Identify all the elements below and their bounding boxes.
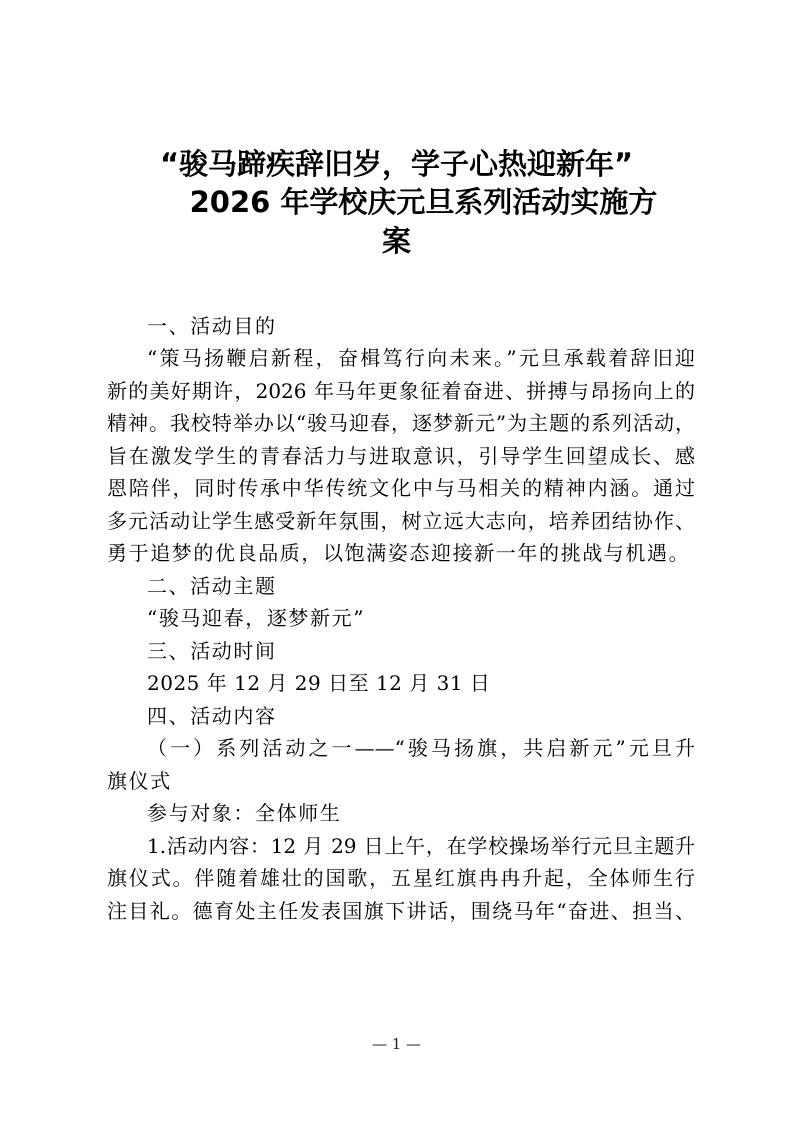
title-line-1: “骏马蹄疾辞旧岁，学子心热迎新年” bbox=[159, 147, 634, 181]
theme-text: “骏马迎春，逐梦新元” bbox=[147, 606, 366, 630]
paragraph-line: 勇于追梦的优良品质，以饱满姿态迎接新一年的挑战与机遇。 bbox=[107, 541, 691, 565]
paragraph-line: 注目礼。德育处主任发表国旗下讲话，围绕马年“奋进、担当、 bbox=[107, 899, 695, 923]
paragraph-line: 恩陪伴，同时传承中华传统文化中与马相关的精神内涵。通过 bbox=[107, 476, 695, 500]
title-line-3: 案 bbox=[381, 224, 411, 258]
time-text: 2025 年 12 月 29 日至 12 月 31 日 bbox=[147, 671, 491, 695]
paragraph-line: 1.活动内容：12 月 29 日上午，在学校操场举行元旦主题升 bbox=[147, 834, 695, 858]
paragraph-line: 精神。我校特举办以“骏马迎春，逐梦新元”为主题的系列活动， bbox=[107, 411, 695, 435]
title-line-2: 2026 年学校庆元旦系列活动实施方 bbox=[189, 185, 658, 219]
section-heading-purpose: 一、活动目的 bbox=[147, 314, 277, 338]
paragraph-line: 多元活动让学生感受新年氛围，树立远大志向，培养团结协作、 bbox=[107, 509, 695, 533]
paragraph-line: 旨在激发学生的青春活力与进取意识，引导学生回望成长、感 bbox=[107, 444, 695, 468]
section-heading-theme: 二、活动主题 bbox=[147, 574, 277, 598]
section-heading-time: 三、活动时间 bbox=[147, 639, 277, 663]
paragraph-line: 新的美好期许，2026 年马年更象征着奋进、拼搏与昂扬向上的 bbox=[107, 379, 695, 403]
paragraph-line: “策马扬鞭启新程，奋楫笃行向未来。”元旦承载着辞旧迎 bbox=[147, 346, 695, 370]
participants-text: 参与对象：全体师生 bbox=[147, 801, 342, 825]
subsection-heading: （一）系列活动之一——“骏马扬旗，共启新元”元旦升 bbox=[147, 736, 695, 760]
paragraph-line: 旗仪式。伴随着雄壮的国歌，五星红旗冉冉升起，全体师生行 bbox=[107, 866, 695, 890]
page-number: — 1 — bbox=[371, 1035, 422, 1053]
subsection-heading-cont: 旗仪式 bbox=[107, 769, 172, 793]
section-heading-content: 四、活动内容 bbox=[147, 704, 277, 728]
